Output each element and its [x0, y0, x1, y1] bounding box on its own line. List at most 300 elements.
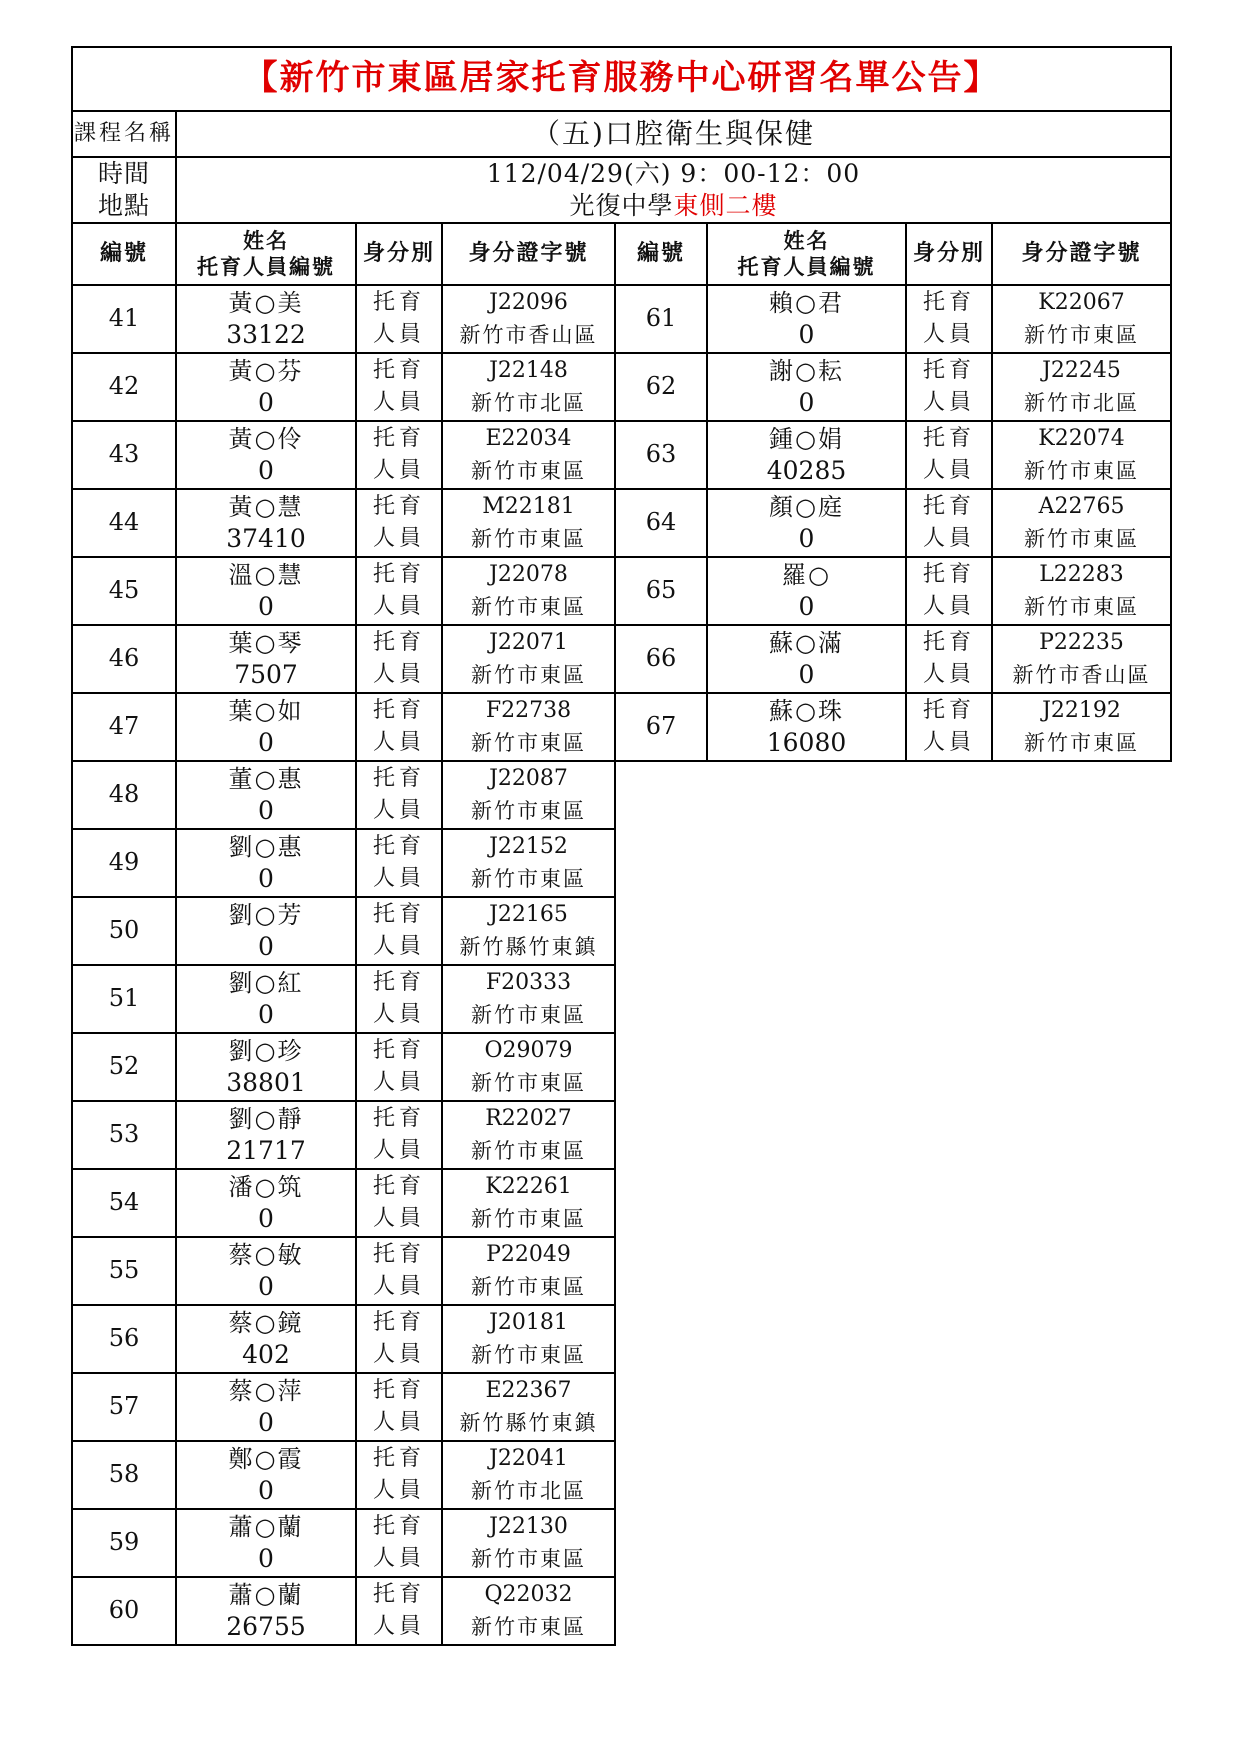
entry-caregiver-code: 0 [258, 388, 274, 417]
entry-caregiver-code: 21717 [226, 1136, 306, 1165]
entry-name-cell [707, 557, 906, 625]
entry-id-number: E22034 [485, 426, 572, 451]
entry-identity-line1: 托育 [922, 426, 975, 451]
entry-name: 蕭○蘭 [228, 1513, 304, 1541]
entry-area: 新竹縣竹東鎮 [459, 1411, 598, 1435]
header-number: 編號 [72, 223, 176, 285]
table-row [72, 1441, 1171, 1509]
entry-identity-line2: 人員 [922, 594, 975, 619]
table-row [72, 761, 1171, 829]
entry-id-cell [442, 1033, 615, 1101]
entry-name: 黃○美 [228, 289, 304, 317]
entry-caregiver-code: 0 [258, 592, 274, 621]
entry-identity-line1: 托育 [372, 290, 425, 315]
entry-name-cell [176, 1237, 356, 1305]
entry-name: 蘇○珠 [769, 697, 844, 725]
entry-id-number: R22027 [485, 1106, 572, 1131]
table-row [72, 489, 1171, 557]
table-row [72, 965, 1171, 1033]
entry-number: 56 [72, 1305, 176, 1373]
entry-id-cell [992, 625, 1171, 693]
entry-area: 新竹市北區 [471, 1479, 586, 1503]
entry-name: 賴○君 [769, 289, 844, 317]
entry-id-cell [442, 829, 615, 897]
entry-name: 潘○筑 [228, 1173, 304, 1201]
entry-id-cell [442, 489, 615, 557]
entry-name: 葉○如 [228, 697, 304, 725]
entry-number: 46 [72, 625, 176, 693]
entry-id-number: J22087 [489, 766, 568, 791]
entry-identity-line1: 托育 [372, 970, 425, 995]
table-row [72, 285, 1171, 353]
session-time: 112/04/29(六) 9：00-12：00 [486, 159, 861, 188]
entry-identity-cell [356, 761, 442, 829]
entry-number: 63 [615, 421, 707, 489]
entry-name-cell [176, 1169, 356, 1237]
entry-identity-line2: 人員 [922, 526, 975, 551]
entry-number: 58 [72, 1441, 176, 1509]
entry-id-number: E22367 [485, 1378, 572, 1403]
entry-number: 59 [72, 1509, 176, 1577]
entry-area: 新竹市東區 [471, 527, 586, 551]
table-row [72, 557, 1171, 625]
entry-id-number: J22041 [489, 1446, 568, 1471]
entry-caregiver-code: 0 [258, 1408, 274, 1437]
entry-name: 羅○ [782, 561, 831, 589]
entry-name: 謝○耘 [769, 357, 844, 385]
entry-area: 新竹市北區 [471, 391, 586, 415]
entry-identity-cell [356, 693, 442, 761]
entry-identity-line2: 人員 [372, 458, 425, 483]
entry-identity-line2: 人員 [922, 390, 975, 415]
entry-area: 新竹市東區 [471, 663, 586, 687]
roster-table [71, 46, 1172, 1646]
entry-id-cell [442, 693, 615, 761]
entry-id-cell [992, 489, 1171, 557]
entry-id-cell [442, 1373, 615, 1441]
entry-area: 新竹市東區 [471, 799, 586, 823]
entry-id-number: F22738 [485, 698, 572, 723]
entry-number: 67 [615, 693, 707, 761]
entry-caregiver-code: 0 [258, 796, 274, 825]
table-row [72, 1577, 1171, 1645]
entry-number: 50 [72, 897, 176, 965]
entry-name-cell [176, 1441, 356, 1509]
entry-caregiver-code: 0 [258, 456, 274, 485]
entry-id-cell [442, 421, 615, 489]
entry-number: 45 [72, 557, 176, 625]
course-label: 課程名稱 [72, 111, 176, 157]
entry-identity-line1: 托育 [372, 1310, 425, 1335]
entry-id-number: K22261 [485, 1174, 572, 1199]
entry-identity-line2: 人員 [372, 322, 425, 347]
entry-name-cell [176, 1101, 356, 1169]
entry-id-cell [442, 285, 615, 353]
entry-identity-line1: 托育 [372, 902, 425, 927]
entry-identity-line2: 人員 [922, 322, 975, 347]
entry-name: 鍾○娟 [769, 425, 844, 453]
entry-id-number: K22067 [1038, 290, 1125, 315]
entry-identity-cell [356, 965, 442, 1033]
entry-id-number: J22078 [489, 562, 568, 587]
entry-name: 蔡○萍 [228, 1377, 304, 1405]
table-row [72, 421, 1171, 489]
entry-identity-cell [356, 353, 442, 421]
header-id-number: 身分證字號 [442, 223, 615, 285]
entry-identity-line1: 托育 [372, 426, 425, 451]
place-prefix: 光復中學 [569, 191, 674, 220]
entry-name-cell [176, 1509, 356, 1577]
entry-area: 新竹市東區 [1024, 323, 1139, 347]
entry-caregiver-code: 0 [798, 388, 815, 417]
entry-number: 44 [72, 489, 176, 557]
entry-area: 新竹市東區 [471, 1547, 586, 1571]
entry-caregiver-code: 0 [258, 1000, 274, 1029]
entry-id-number: O29079 [484, 1038, 573, 1063]
entry-id-cell [442, 965, 615, 1033]
entry-identity-cell [906, 285, 992, 353]
entry-identity-cell [356, 1373, 442, 1441]
table-row [72, 897, 1171, 965]
entry-identity-cell [356, 1509, 442, 1577]
entry-number: 52 [72, 1033, 176, 1101]
entry-name-cell [176, 761, 356, 829]
table-row [72, 1101, 1171, 1169]
entry-name: 黃○伶 [228, 425, 304, 453]
entry-name: 蔡○鏡 [228, 1309, 304, 1337]
entry-identity-line2: 人員 [372, 1206, 425, 1231]
entry-name: 蘇○滿 [769, 629, 844, 657]
entry-id-cell [992, 353, 1171, 421]
header-number: 編號 [615, 223, 707, 285]
header-identity: 身分別 [906, 223, 992, 285]
entry-id-number: J22152 [489, 834, 568, 859]
entry-name: 溫○慧 [228, 561, 304, 589]
table-row [72, 1237, 1171, 1305]
entry-number: 49 [72, 829, 176, 897]
entry-name-cell [707, 693, 906, 761]
entry-identity-cell [356, 897, 442, 965]
entry-area: 新竹市東區 [471, 1615, 586, 1639]
column-header-row [72, 223, 1171, 285]
entry-id-cell [442, 1169, 615, 1237]
entry-name-cell [707, 285, 906, 353]
entry-identity-line2: 人員 [372, 866, 425, 891]
entry-name-cell [707, 625, 906, 693]
entry-area: 新竹市東區 [1024, 459, 1139, 483]
entry-id-cell [442, 1577, 615, 1645]
table-row [72, 829, 1171, 897]
table-row [72, 1305, 1171, 1373]
entry-identity-cell [356, 1305, 442, 1373]
entry-identity-line2: 人員 [372, 390, 425, 415]
entry-identity-cell [906, 693, 992, 761]
entry-id-cell [992, 285, 1171, 353]
entry-identity-line1: 托育 [372, 698, 425, 723]
entry-identity-line2: 人員 [372, 798, 425, 823]
entry-area: 新竹市東區 [471, 731, 586, 755]
entry-area: 新竹縣竹東鎮 [459, 935, 598, 959]
entry-caregiver-code: 0 [258, 864, 274, 893]
entry-area: 新竹市東區 [471, 1003, 586, 1027]
entry-number: 53 [72, 1101, 176, 1169]
entry-identity-line2: 人員 [372, 1478, 425, 1503]
entry-identity-line1: 托育 [372, 1446, 425, 1471]
time-place-label [72, 157, 176, 223]
entry-identity-line2: 人員 [372, 662, 425, 687]
entry-area: 新竹市東區 [471, 867, 586, 891]
header-name-line1: 姓名 [243, 228, 289, 253]
entry-identity-cell [356, 829, 442, 897]
entry-identity-line1: 托育 [372, 1378, 425, 1403]
entry-id-number: M22181 [482, 494, 575, 519]
entry-identity-line1: 托育 [372, 1174, 425, 1199]
entry-name-cell [176, 829, 356, 897]
page-title: 【新竹市東區居家托育服務中心研習名單公告】 [72, 47, 1171, 111]
entry-caregiver-code: 402 [242, 1340, 290, 1369]
entry-caregiver-code: 38801 [226, 1068, 306, 1097]
entry-area: 新竹市東區 [1024, 731, 1139, 755]
entry-area: 新竹市東區 [471, 595, 586, 619]
entry-id-cell [442, 897, 615, 965]
entry-identity-line1: 托育 [372, 562, 425, 587]
entry-number: 43 [72, 421, 176, 489]
entry-identity-line1: 托育 [922, 494, 975, 519]
entry-identity-line2: 人員 [372, 594, 425, 619]
entry-identity-line1: 托育 [372, 1038, 425, 1063]
table-row [72, 625, 1171, 693]
entry-id-cell [442, 1305, 615, 1373]
entry-identity-line1: 托育 [372, 1106, 425, 1131]
entry-identity-line1: 托育 [922, 290, 975, 315]
entry-name: 劉○珍 [228, 1037, 304, 1065]
header-name [707, 223, 906, 285]
entry-identity-line2: 人員 [372, 934, 425, 959]
entry-id-cell [442, 1441, 615, 1509]
entry-identity-line2: 人員 [372, 526, 425, 551]
entry-id-number: J22192 [1042, 698, 1121, 723]
entry-name: 黃○慧 [228, 493, 304, 521]
entry-id-number: J20181 [489, 1310, 568, 1335]
entry-identity-line1: 托育 [372, 766, 425, 791]
entry-identity-line2: 人員 [922, 662, 975, 687]
header-name [176, 223, 356, 285]
entry-id-cell [442, 1237, 615, 1305]
entry-caregiver-code: 0 [798, 592, 815, 621]
entry-name: 顏○庭 [769, 493, 844, 521]
entry-id-cell [442, 1509, 615, 1577]
entry-id-cell [442, 557, 615, 625]
entry-identity-cell [906, 353, 992, 421]
entry-caregiver-code: 26755 [226, 1612, 306, 1641]
entry-identity-line1: 托育 [922, 698, 975, 723]
entry-identity-line2: 人員 [372, 1342, 425, 1367]
table-row [72, 1033, 1171, 1101]
entry-identity-line1: 托育 [372, 494, 425, 519]
entry-id-number: J22096 [489, 290, 568, 315]
entry-identity-line2: 人員 [372, 1138, 425, 1163]
entry-id-number: J22071 [489, 630, 568, 655]
entry-area: 新竹市東區 [471, 1139, 586, 1163]
table-row [72, 353, 1171, 421]
entry-name-cell [176, 1033, 356, 1101]
entry-caregiver-code: 37410 [226, 524, 306, 553]
course-name: （五)口腔衛生與保健 [176, 111, 1171, 157]
entry-identity-line1: 托育 [372, 1514, 425, 1539]
entry-identity-cell [356, 489, 442, 557]
entry-caregiver-code: 16080 [766, 728, 847, 757]
entry-id-number: K22074 [1038, 426, 1125, 451]
entry-name: 董○惠 [228, 765, 304, 793]
session-place [177, 190, 1170, 222]
entry-name-cell [176, 693, 356, 761]
entry-number: 41 [72, 285, 176, 353]
entry-identity-cell [356, 1441, 442, 1509]
entry-caregiver-code: 0 [258, 1544, 274, 1573]
entry-caregiver-code: 7507 [234, 660, 298, 689]
entry-identity-line2: 人員 [372, 1614, 425, 1639]
entry-name: 劉○紅 [228, 969, 304, 997]
table-row [72, 1509, 1171, 1577]
entry-area: 新竹市東區 [471, 1343, 586, 1367]
entry-identity-cell [356, 1237, 442, 1305]
entry-name-cell [176, 625, 356, 693]
entry-id-number: J22165 [489, 902, 568, 927]
table-row [72, 1373, 1171, 1441]
entry-id-number: J22130 [489, 1514, 568, 1539]
entry-caregiver-code: 0 [798, 524, 815, 553]
entry-number: 55 [72, 1237, 176, 1305]
entry-identity-line2: 人員 [372, 1410, 425, 1435]
entry-name-cell [176, 421, 356, 489]
entry-caregiver-code: 0 [258, 932, 274, 961]
header-identity: 身分別 [356, 223, 442, 285]
entry-number: 48 [72, 761, 176, 829]
entry-identity-cell [356, 285, 442, 353]
entry-caregiver-code: 0 [798, 660, 815, 689]
entry-identity-line2: 人員 [372, 1546, 425, 1571]
entry-id-number: P22049 [486, 1242, 571, 1267]
entry-name: 劉○惠 [228, 833, 304, 861]
entry-caregiver-code: 0 [258, 1272, 274, 1301]
entry-name: 葉○琴 [228, 629, 304, 657]
entry-identity-line2: 人員 [372, 1002, 425, 1027]
entry-area: 新竹市東區 [1024, 527, 1139, 551]
header-id-number: 身分證字號 [992, 223, 1171, 285]
entry-id-cell [992, 421, 1171, 489]
entry-id-number: F20333 [485, 970, 572, 995]
place-highlight: 東側二樓 [673, 191, 778, 220]
entry-id-cell [442, 761, 615, 829]
entry-identity-cell [356, 1169, 442, 1237]
entry-identity-cell [356, 421, 442, 489]
entry-area: 新竹市東區 [471, 1071, 586, 1095]
place-label: 地點 [97, 191, 150, 220]
entry-number: 62 [615, 353, 707, 421]
entry-identity-line1: 托育 [372, 630, 425, 655]
entry-identity-line2: 人員 [922, 730, 975, 755]
entry-identity-line2: 人員 [372, 1274, 425, 1299]
entry-caregiver-code: 33122 [226, 320, 306, 349]
entry-identity-cell [356, 1101, 442, 1169]
entry-id-cell [442, 625, 615, 693]
entry-name-cell [176, 965, 356, 1033]
entry-identity-cell [356, 1577, 442, 1645]
entry-identity-line1: 托育 [372, 1242, 425, 1267]
entry-name: 蕭○蘭 [228, 1581, 304, 1609]
entry-id-cell [992, 557, 1171, 625]
entry-caregiver-code: 0 [258, 1204, 274, 1233]
entry-area: 新竹市東區 [1024, 595, 1139, 619]
entry-name-cell [707, 421, 906, 489]
entry-number: 66 [615, 625, 707, 693]
entry-name: 蔡○敏 [228, 1241, 304, 1269]
entry-caregiver-code: 0 [798, 320, 815, 349]
entry-name: 鄭○霞 [228, 1445, 304, 1473]
entry-id-number: J22245 [1042, 358, 1121, 383]
entry-identity-line1: 托育 [922, 562, 975, 587]
entry-identity-cell [906, 625, 992, 693]
entry-number: 51 [72, 965, 176, 1033]
entry-id-cell [992, 693, 1171, 761]
table-row [72, 693, 1171, 761]
entry-identity-line1: 托育 [372, 1582, 425, 1607]
entry-name-cell [176, 1373, 356, 1441]
entry-name-cell [176, 353, 356, 421]
entry-identity-cell [906, 557, 992, 625]
entry-caregiver-code: 0 [258, 728, 274, 757]
entry-number: 47 [72, 693, 176, 761]
entry-name-cell [176, 557, 356, 625]
entry-caregiver-code: 0 [258, 1476, 274, 1505]
entry-number: 54 [72, 1169, 176, 1237]
entry-name: 黃○芬 [228, 357, 304, 385]
roster-document [71, 46, 1170, 1646]
entry-identity-line2: 人員 [372, 730, 425, 755]
entry-name-cell [176, 897, 356, 965]
entry-id-number: J22148 [489, 358, 568, 383]
entry-number: 42 [72, 353, 176, 421]
entry-identity-cell [356, 557, 442, 625]
entry-caregiver-code: 40285 [766, 456, 847, 485]
entry-identity-line1: 托育 [372, 358, 425, 383]
entry-number: 64 [615, 489, 707, 557]
entry-name-cell [176, 1305, 356, 1373]
time-label: 時間 [97, 159, 150, 188]
entry-identity-line2: 人員 [372, 1070, 425, 1095]
entry-name: 劉○靜 [228, 1105, 304, 1133]
entry-area: 新竹市香山區 [459, 323, 598, 347]
entry-number: 61 [615, 285, 707, 353]
time-place-value [176, 157, 1171, 223]
entry-id-number: L22283 [1039, 562, 1124, 587]
entry-area: 新竹市北區 [1024, 391, 1139, 415]
entry-identity-cell [906, 421, 992, 489]
entry-id-number: P22235 [1039, 630, 1124, 655]
entry-id-number: Q22032 [484, 1582, 573, 1607]
table-row [72, 1169, 1171, 1237]
entry-name-cell [176, 489, 356, 557]
entry-name-cell [176, 285, 356, 353]
header-name-line2: 托育人員編號 [737, 254, 876, 279]
entry-name-cell [176, 1577, 356, 1645]
entry-area: 新竹市香山區 [1012, 663, 1151, 687]
entry-identity-line1: 托育 [922, 358, 975, 383]
header-name-line2: 托育人員編號 [197, 254, 335, 279]
entry-number: 65 [615, 557, 707, 625]
header-name-line1: 姓名 [783, 228, 830, 253]
entry-identity-line1: 托育 [372, 834, 425, 859]
